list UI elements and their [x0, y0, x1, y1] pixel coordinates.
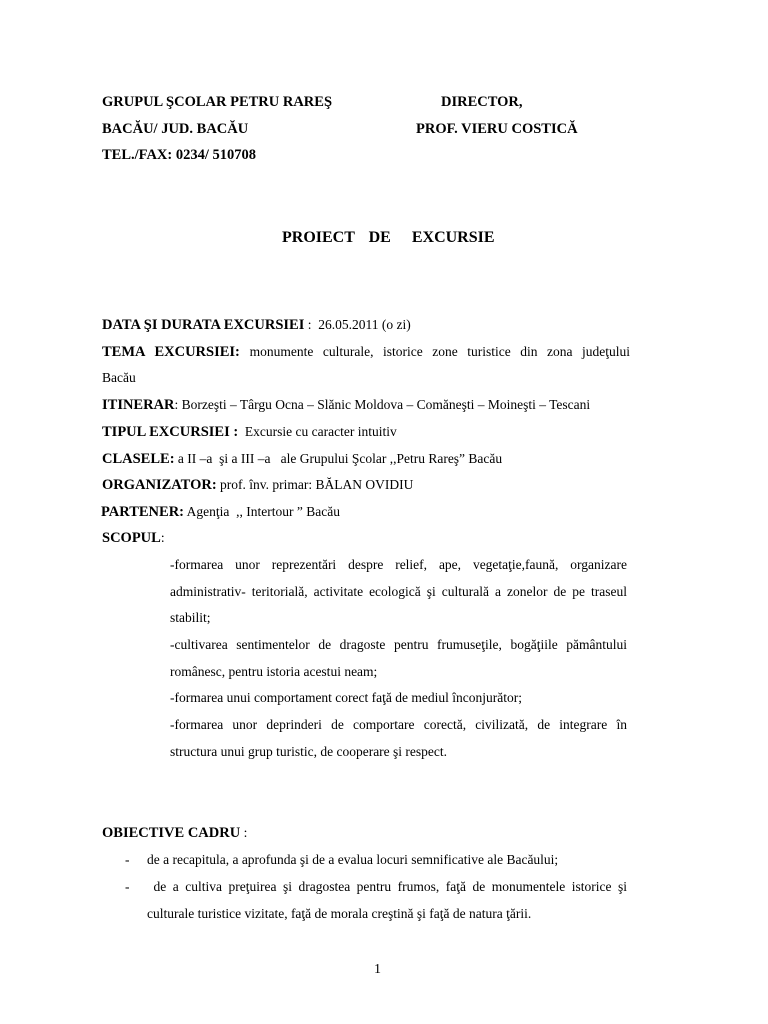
director-label: DIRECTOR, [441, 94, 523, 110]
scopul-line: structura unui grup turistic, de cooperare şi respect. [170, 744, 448, 759]
director-name: PROF. VIERU COSTICĂ [416, 121, 578, 137]
field-data-label: DATA ŞI DURATA EXCURSIEI [102, 317, 305, 333]
obiective-item: culturale turistice vizitate, faţă de morala creştină şi faţă de natura ţării. [147, 906, 532, 921]
field-data [102, 317, 411, 334]
field-tipul-label: TIPUL EXCURSIEI : [102, 424, 239, 440]
field-tema-value-2: Bacău [102, 370, 136, 385]
obiective-heading [102, 825, 247, 842]
field-clasele [102, 451, 502, 468]
field-tema [102, 344, 630, 361]
obiective-item: de a recapitula, a aprofunda şi de a evalua locuri semnificative ale Bacăului; [147, 852, 559, 867]
field-data-value: 26.05.2011 (o zi) [318, 317, 411, 332]
field-scopul-label: SCOPUL [102, 530, 161, 546]
field-partener [101, 504, 340, 521]
field-tipul-value: Excursie cu caracter intuitiv [238, 424, 397, 439]
field-tema-value-1: monumente culturale, istorice zone turistice din zona judeţului [249, 344, 630, 359]
field-tipul [102, 424, 397, 441]
field-partener-value: Agenţia ,, Intertour ” Bacău [184, 504, 340, 519]
field-clasele-label: CLASELE: [102, 451, 175, 467]
scopul-line: -formarea unor deprinderi de comportare corectă, civilizată, de integrare în [170, 717, 627, 732]
field-itinerar [102, 397, 590, 414]
field-partener-label: PARTENER: [101, 504, 184, 520]
page-title: PROIECT DE EXCURSIE [282, 229, 495, 246]
obiective-colon: : [240, 825, 248, 840]
page-number: 1 [374, 962, 381, 977]
field-tema-label: TEMA EXCURSIEI: [102, 344, 240, 360]
field-scopul-colon: : [160, 530, 165, 545]
field-organizator [102, 477, 413, 494]
list-bullet: - [125, 852, 130, 867]
field-data-sep: : [304, 317, 319, 332]
field-organizator-label: ORGANIZATOR: [102, 477, 217, 493]
field-itinerar-label: ITINERAR [102, 397, 175, 413]
school-name: GRUPUL ŞCOLAR PETRU RAREŞ [102, 94, 333, 110]
field-itinerar-value: : Borzeşti – Târgu Ocna – Slănic Moldova – Comăneşti – Moineşti – Tescani [174, 397, 591, 412]
obiective-label: OBIECTIVE CADRU [102, 825, 241, 841]
list-bullet: - [125, 879, 130, 894]
field-tema-line1 [102, 344, 630, 361]
scopul-line: -formarea unor reprezentări despre relief, ape, vegetaţie,faună, organizare [170, 557, 627, 572]
scopul-line: administrativ- teritorială, activitate ecologică şi culturală a zonelor de pe traseul [170, 584, 627, 599]
field-organizator-value: prof. înv. primar: BĂLAN OVIDIU [216, 477, 414, 492]
school-phone: TEL./FAX: 0234/ 510708 [102, 147, 256, 163]
scopul-line: -formarea unui comportament corect faţă de mediul înconjurător; [170, 690, 522, 705]
scopul-line: -cultivarea sentimentelor de dragoste pentru frumuseţile, bogăţiile pământului [170, 637, 627, 652]
field-clasele-value: a II –a şi a III –a ale Grupului Şcolar ,,Petru Rareş” Bacău [174, 451, 503, 466]
obiective-item: de a cultiva preţuirea şi dragostea pentru frumos, faţă de monumentele istorice şi [147, 879, 627, 894]
field-scopul [102, 530, 165, 547]
school-city: BACĂU/ JUD. BACĂU [102, 121, 249, 137]
scopul-line: românesc, pentru istoria acestui neam; [170, 664, 378, 679]
scopul-line: stabilit; [170, 610, 211, 625]
